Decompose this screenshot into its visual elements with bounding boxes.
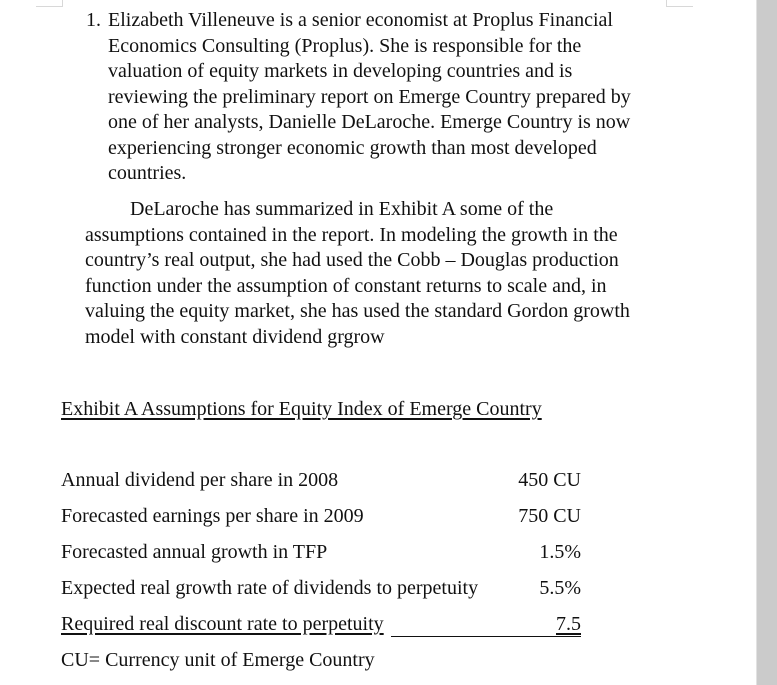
- exhibit-table: [61, 468, 581, 648]
- row-value: 1.5%: [539, 541, 581, 563]
- paragraph-line: one of her analysts, Danielle DeLaroche. Emerge Country is now: [108, 111, 631, 133]
- paragraph-line: Economics Consulting (Proplus). She is responsible for the: [108, 34, 582, 57]
- paragraph-line: country’s real output, she had used the Cobb – Douglas production: [85, 249, 619, 271]
- right-margin-marker: [666, 0, 693, 7]
- paragraph-line: valuation of equity markets in developing countries and is: [108, 60, 573, 82]
- exhibit-footnote: CU= Currency unit of Emerge Country: [61, 649, 375, 671]
- row-underline-rule: [391, 636, 581, 637]
- question-paragraph-1: [108, 8, 631, 187]
- row-value: 7.5: [556, 613, 581, 635]
- row-value: 750 CU: [518, 505, 581, 527]
- paragraph-line: function under the assumption of constant returns to scale and, in: [85, 274, 607, 297]
- paragraph-line: experiencing stronger economic growth than most developed: [108, 136, 597, 159]
- row-value: 5.5%: [539, 577, 581, 599]
- row-label: Forecasted earnings per share in 2009: [61, 505, 364, 527]
- paragraph-line: reviewing the preliminary report on Emerge Country prepared by: [108, 85, 631, 108]
- table-row: [61, 576, 581, 612]
- paragraph-line: model with constant dividend grgrow: [85, 325, 385, 348]
- question-paragraph-2: [85, 197, 630, 350]
- row-value: 450 CU: [518, 469, 581, 491]
- row-label: Forecasted annual growth in TFP: [61, 541, 328, 563]
- question-number: 1.: [86, 9, 101, 31]
- left-margin-marker: [36, 0, 63, 7]
- table-row: [61, 468, 581, 504]
- table-row: [61, 540, 581, 576]
- row-label: Required real discount rate to perpetuity: [61, 613, 384, 635]
- row-label: Annual dividend per share in 2008: [61, 469, 339, 491]
- paragraph-line: valuing the equity market, she has used the standard Gordon growth: [85, 300, 630, 322]
- paragraph-line: DeLaroche has summarized in Exhibit A some of the: [130, 198, 554, 220]
- paragraph-line: Elizabeth Villeneuve is a senior economist at Proplus Financial: [108, 9, 613, 31]
- table-row: [61, 612, 581, 648]
- row-label: Expected real growth rate of dividends to perpetuity: [61, 577, 479, 599]
- table-row: [61, 504, 581, 540]
- paragraph-line: countries.: [108, 162, 187, 184]
- exhibit-title: Exhibit A Assumptions for Equity Index of Emerge Country: [61, 398, 542, 420]
- paragraph-line: assumptions contained in the report. In modeling the growth in the: [85, 223, 618, 246]
- vertical-scrollbar[interactable]: [756, 0, 777, 685]
